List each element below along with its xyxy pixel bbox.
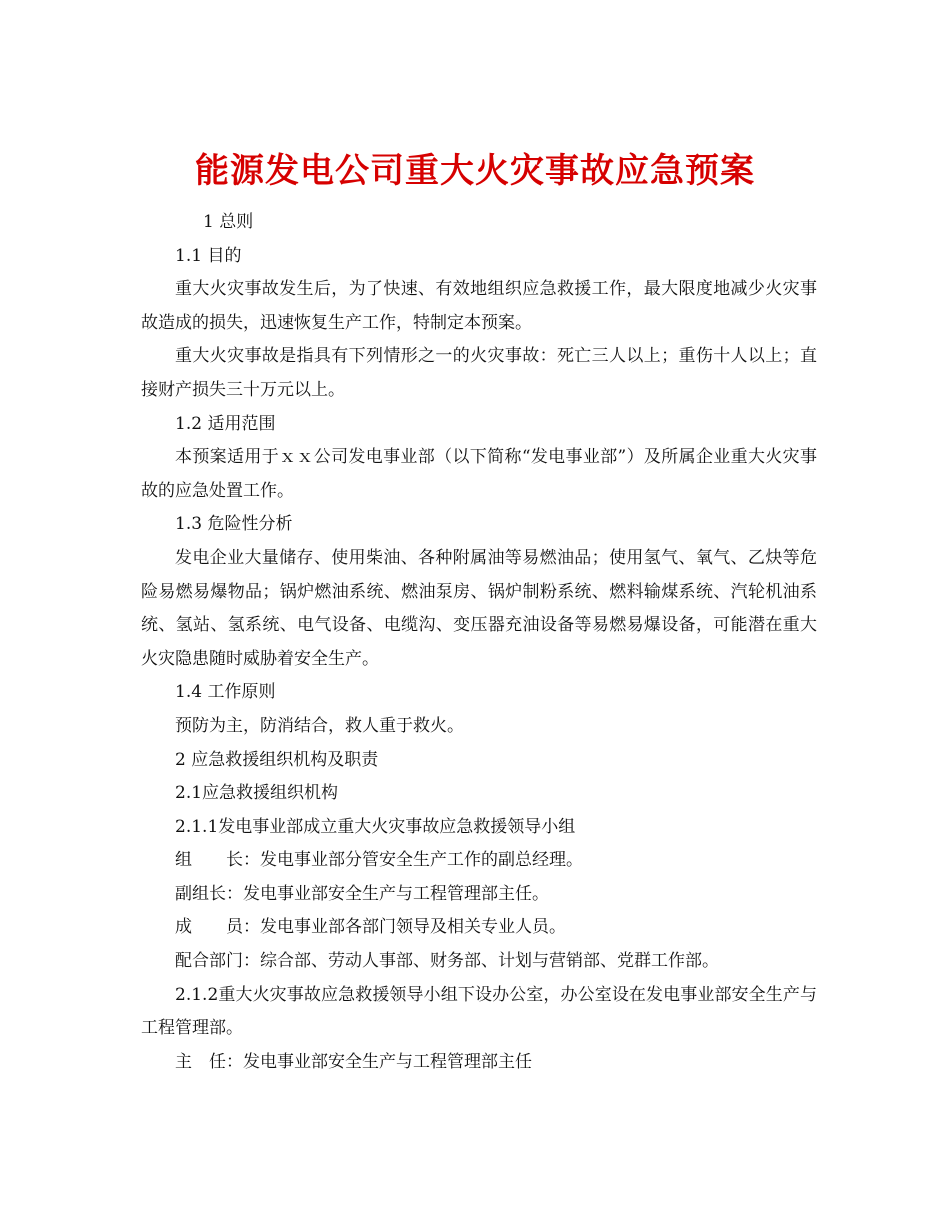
section-heading-2: 2 应急救援组织机构及职责 (175, 749, 379, 770)
document-body (141, 206, 817, 1079)
section-heading-1-1: 1.1 目的 (175, 245, 242, 266)
section-heading-1-2: 1.2 适用范围 (175, 413, 276, 434)
section-heading-2-1: 2.1应急救援组织机构 (175, 783, 339, 804)
body-paragraph: 重大火灾事故是指具有下列情形之一的火灾事故：死亡三人以上；重伤十人以上；直接财产损失三十万元以上。 (141, 346, 817, 400)
body-paragraph: 本预案适用于ｘｘ公司发电事业部（以下简称“发电事业部”）及所属企业重大火灾事故的应急处置工作。 (141, 447, 817, 501)
body-paragraph: 重大火灾事故发生后，为了快速、有效地组织应急救援工作，最大限度地减少火灾事故造成的损失，迅速恢复生产工作，特制定本预案。 (141, 279, 817, 333)
body-paragraph: 配合部门：综合部、劳动人事部、财务部、计划与营销部、党群工作部。 (175, 951, 719, 972)
section-heading-1-4: 1.4 工作原则 (175, 682, 276, 703)
body-paragraph: 主 任：发电事业部安全生产与工程管理部主任 (175, 1051, 532, 1072)
body-paragraph: 2.1.2重大火灾事故应急救援领导小组下设办公室，办公室设在发电事业部安全生产与工程管理部。 (141, 984, 817, 1039)
body-paragraph: 预防为主，防消结合，救人重于救火。 (175, 715, 464, 736)
section-heading-1-3: 1.3 危险性分析 (175, 514, 293, 535)
body-paragraph: 成 员：发电事业部各部门领导及相关专业人员。 (175, 917, 566, 938)
document-title: 能源发电公司重大火灾事故应急预案 (195, 150, 755, 191)
section-heading-1: 1 总则 (203, 212, 254, 232)
body-paragraph: 组 长：发电事业部分管安全生产工作的副总经理。 (175, 850, 583, 871)
body-paragraph: 副组长：发电事业部安全生产与工程管理部主任。 (175, 883, 549, 904)
section-heading-2-1-1: 2.1.1发电事业部成立重大火灾事故应急救援领导小组 (175, 816, 576, 837)
body-paragraph: 发电企业大量储存、使用柴油、各种附属油等易燃油品；使用氢气、氧气、乙炔等危险易燃易爆物品；锅炉燃油系统、燃油泵房、锅炉制粉系统、燃料输煤系统、汽轮机油系统、氢站、氢系统、电气设备、电缆沟、变压器充油设备等易燃易爆设备，可能潜在重大火灾隐患随时威胁着安全生产。 (141, 547, 817, 669)
